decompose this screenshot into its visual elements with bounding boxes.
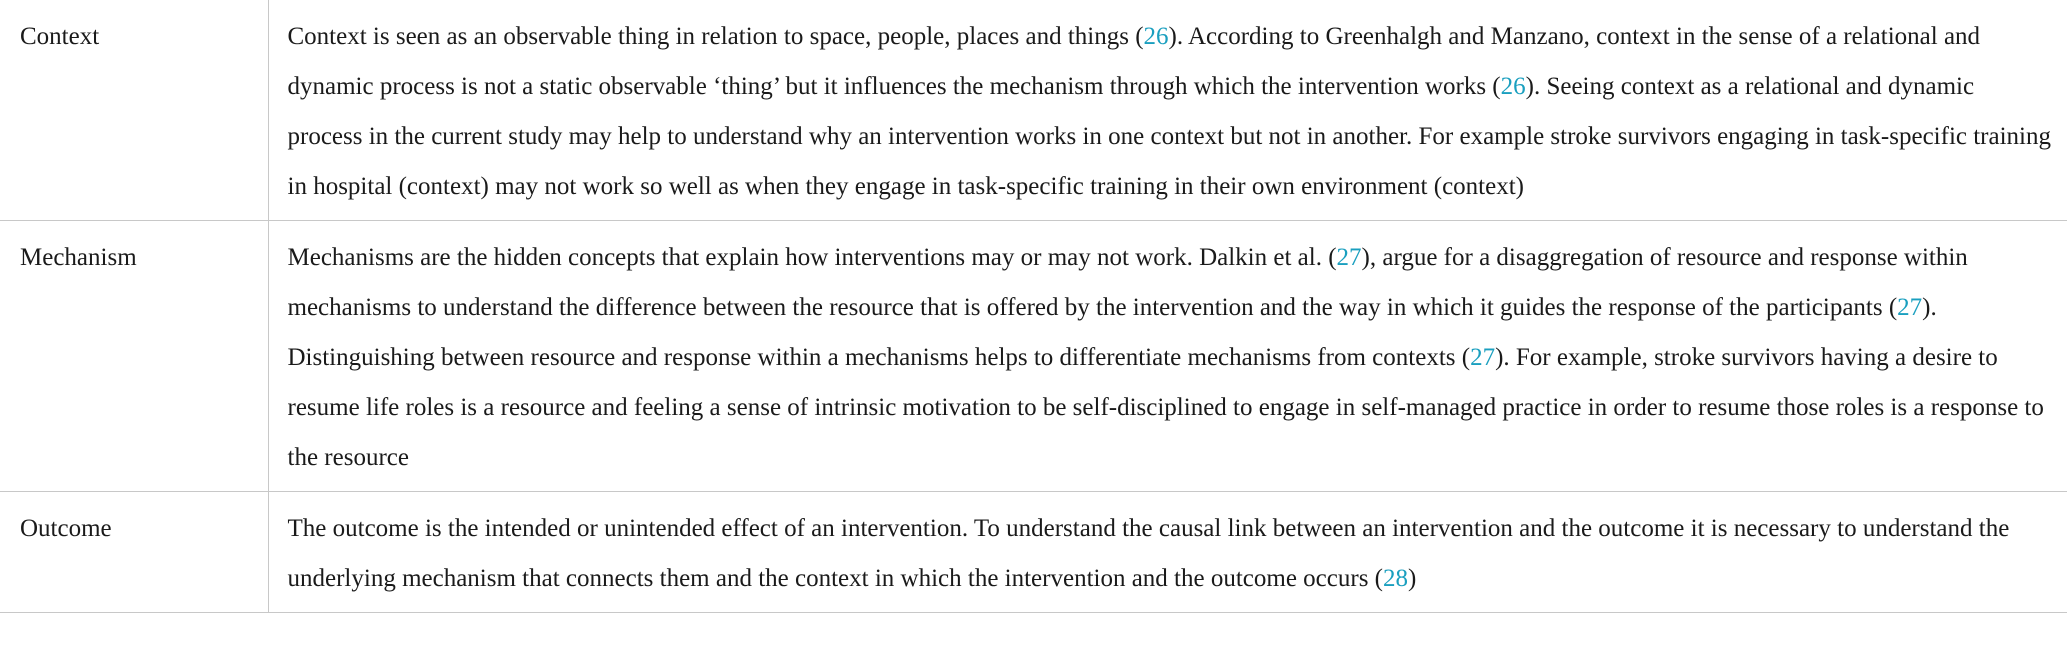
definition-text: ). According to Greenhalgh and Manzano, context in the sense of a relational and dynamic process is not a static observable ‘thing’ but it influences the mechanism through which the intervention works ( [287,23,1981,100]
reference-link[interactable]: 26 [1143,23,1169,50]
table-row [0,0,2067,221]
definition-text: ). Distinguishing between resource and response within a mechanisms helps to differentiate mechanisms from contexts ( [287,294,1937,371]
reference-link[interactable]: 27 [1897,294,1923,321]
reference-link[interactable]: 26 [1500,73,1526,100]
definition-cell [268,492,2067,613]
definition-text: The outcome is the intended or unintended effect of an intervention. To understand the causal link between an intervention and the outcome it is necessary to understand the underlying mechanism that connects them and the context in which the intervention and the outcome occurs ( [287,515,2010,592]
term-cell: Context [0,0,268,221]
definition-text: Mechanisms are the hidden concepts that explain how interventions may or may not work. Dalkin et al. ( [287,244,1337,271]
definition-text: ). For example, stroke survivors having a desire to resume life roles is a resource and feeling a sense of intrinsic motivation to be self-disciplined to engage in self-managed practice in order to resume those roles is a response to the resource [287,344,2044,471]
reference-link[interactable]: 27 [1336,244,1362,271]
term-cell: Mechanism [0,221,268,492]
reference-link[interactable]: 27 [1470,344,1496,371]
reference-link[interactable]: 28 [1383,565,1409,592]
definition-text: ). Seeing context as a relational and dynamic process in the current study may help to understand why an intervention works in one context but not in another. For example stroke survivors engaging in task-specific training in hospital (context) may not work so well as when they engage in task-specific training in their own environment (context) [287,73,2051,200]
definition-text: Context is seen as an observable thing in relation to space, people, places and things ( [287,23,1144,50]
definition-text: ), argue for a disaggregation of resource and response within mechanisms to understand the difference between the resource that is offered by the intervention and the way in which it guides the response of the participants ( [287,244,1968,321]
table-row [0,492,2067,613]
table-row [0,221,2067,492]
term-cell: Outcome [0,492,268,613]
definition-cell [268,0,2067,221]
definition-cell [268,221,2067,492]
definition-text: ) [1408,565,1417,592]
